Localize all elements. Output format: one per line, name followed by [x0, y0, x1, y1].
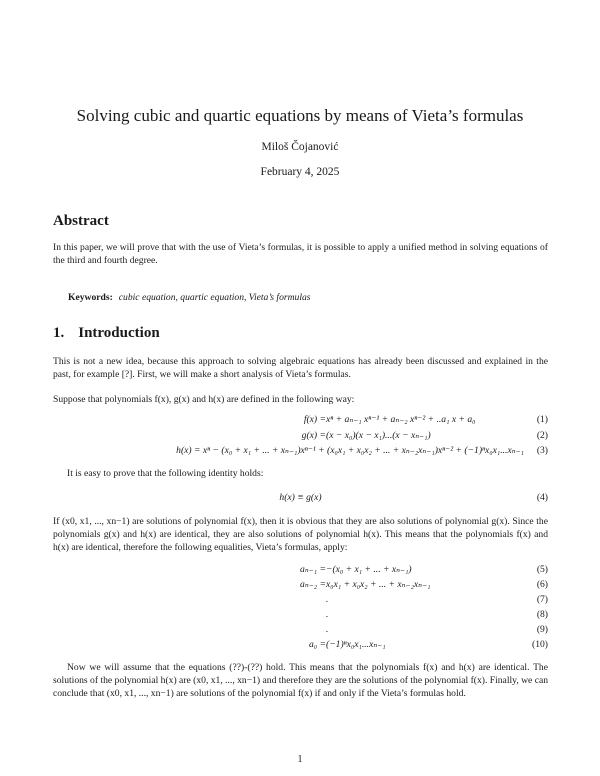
equation-4 — [53, 492, 548, 505]
equation-rhs: . — [326, 594, 329, 605]
equation-body: h(x) = xⁿ − (x₀ + x₁ + ... + xₙ₋₁)xⁿ⁻¹ + (x₀x₁ + x₀x₂ + ... + xₙ₋₂xₙ₋₁)xⁿ⁻² + (−1)ⁿx₀x₁...xₙ₋₁ — [176, 445, 524, 456]
intro-paragraph-4: If (x0, x1, ..., xn−1) are solutions of polynomial f(x), then it is obvious that they are also solutions of polynomial g(x). Since the polynomials g(x) and h(x) are identical, they are also solutions of polynomial h(x). This means that the polynomials f(x) and h(x) are identical, therefore the following equalities, Vieta’s formulas, apply: — [53, 516, 548, 553]
page-number: 1 — [297, 754, 303, 765]
equation-rhs: (−1)ⁿx₀x₁...xₙ₋₁ — [326, 639, 386, 650]
equation-10 — [53, 639, 548, 652]
equation-lhs: a₀ = — [308, 639, 326, 650]
equation-number: (1) — [536, 414, 548, 425]
equation-number: (6) — [536, 579, 548, 590]
equation-7 — [53, 594, 548, 607]
intro-paragraph-1: This is not a new idea, because this approach to solving algebraic equations has already been discussed and explained in the past, for example [?]. First, we will make a short analysis of Vieta’s formulas. — [53, 356, 548, 380]
equation-number: (7) — [536, 594, 548, 605]
section-title: Introduction — [78, 325, 160, 341]
paper-date: February 4, 2025 — [260, 166, 340, 178]
equation-body: h(x) ≡ g(x) — [279, 492, 322, 503]
intro-paragraph-2: Suppose that polynomials f(x), g(x) and h(x) are defined in the following way: — [53, 394, 355, 405]
equation-rhs: x₀x₁ + x₀x₂ + ... + xₙ₋₂xₙ₋₁ — [326, 579, 431, 590]
section-heading-introduction — [53, 325, 160, 342]
keywords — [68, 292, 311, 303]
equation-rhs: xⁿ + aₙ₋₁ xⁿ⁻¹ + aₙ₋₂ xⁿ⁻² + ..a₁ x + a₀ — [326, 414, 476, 425]
keywords-value: cubic equation, quartic equation, Vieta’s formulas — [118, 292, 311, 303]
equation-lhs: f(x) = — [303, 414, 326, 425]
equation-number: (10) — [532, 639, 548, 650]
paper-author: Miloš Čojanović — [261, 141, 339, 153]
equation-6 — [53, 579, 548, 592]
equation-rhs: (x − x₀)(x − x₁)...(x − xₙ₋₁) — [326, 430, 431, 441]
equation-1 — [53, 414, 548, 427]
section-number: 1. — [53, 325, 65, 341]
equation-number: (4) — [536, 492, 548, 503]
equation-lhs: aₙ₋₂ = — [300, 579, 326, 590]
equation-rhs: . — [326, 624, 329, 635]
keywords-label: Keywords: — [68, 292, 113, 303]
equation-number: (3) — [536, 445, 548, 456]
intro-paragraph-5: Now we will assume that the equations (??)-(??) hold. This means that the polynomials f(x) and h(x) are identical. The solutions of the polynomial h(x) are (x0, x1, ..., xn−1) and therefore they are the solutions of the polynomial f(x). Finally, we can conclude that (x0, x1, ..., xn−1) are solutions of the polynomial f(x) if and only if the Vieta’s formulas hold. — [53, 662, 549, 699]
abstract-heading: Abstract — [53, 213, 109, 229]
equation-rhs: −(x₀ + x₁ + ... + xₙ₋₁) — [326, 564, 412, 575]
equation-number: (9) — [536, 624, 548, 635]
equation-3 — [53, 445, 548, 458]
equation-8 — [53, 609, 548, 622]
equation-lhs: g(x) = — [301, 430, 326, 441]
equation-number: (8) — [536, 609, 548, 620]
equation-2 — [53, 430, 548, 443]
equation-number: (2) — [536, 430, 548, 441]
paper-title: Solving cubic and quartic equations by means of Vieta’s formulas — [76, 106, 524, 125]
intro-paragraph-3: It is easy to prove that the following identity holds: — [67, 468, 264, 479]
equation-lhs: aₙ₋₁ = — [300, 564, 326, 575]
equation-rhs: . — [326, 609, 329, 620]
equation-number: (5) — [536, 564, 548, 575]
equation-9 — [53, 624, 548, 637]
abstract-text: In this paper, we will prove that with the use of Vieta’s formulas, it is possible to apply a unified method in solving equations of the third and fourth degree. — [53, 242, 548, 266]
equation-5 — [53, 564, 548, 577]
